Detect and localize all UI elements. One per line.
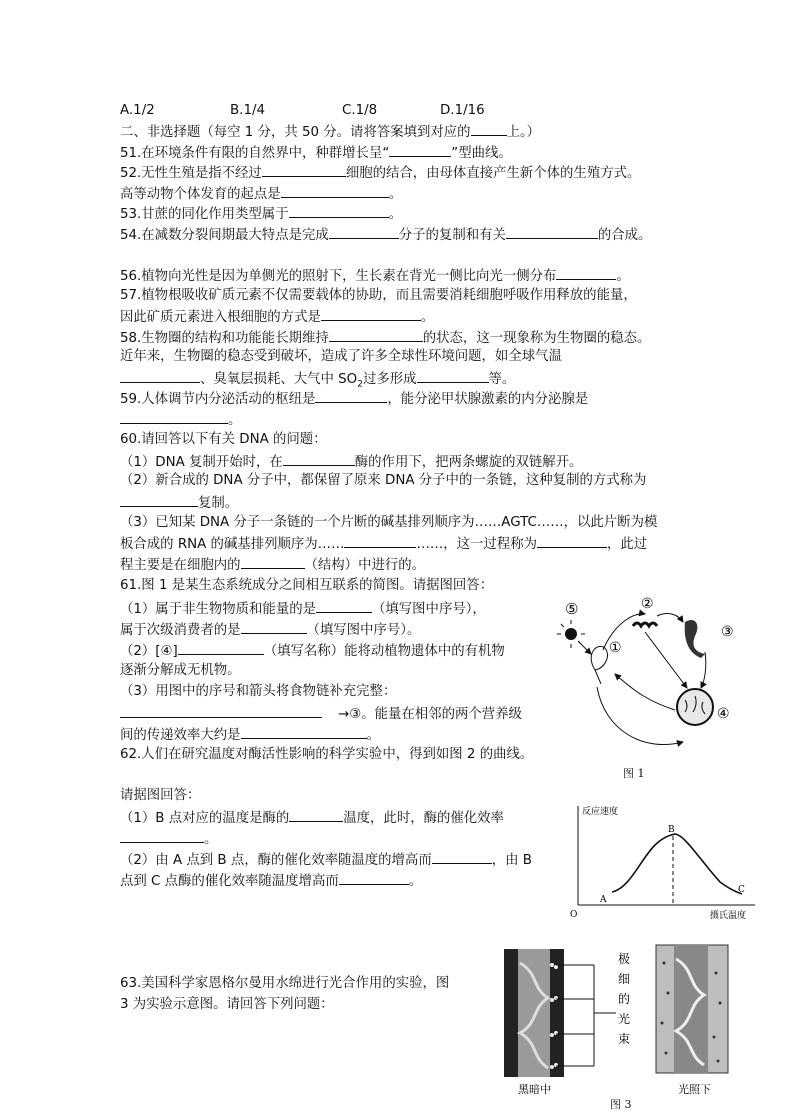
beam-char: 束 — [618, 1032, 631, 1046]
question-60-part3: （3）已知某 DNA 分子一条链的一个片断的碱基排列顺序为……AGTC……，以此片断为模 — [120, 515, 658, 530]
answer-blank[interactable] — [329, 224, 399, 239]
answer-blank[interactable] — [120, 409, 228, 424]
question-62-part2: （2）由 A 点到 B 点，酶的催化效率随温度的增高而 ，由 B — [120, 849, 532, 871]
question-51: 51.在环境条件有限的自然界中，种群增长呈“ ”型曲线。 — [120, 142, 512, 164]
figure-1-ecosystem — [545, 592, 755, 762]
light-caption: 光照下 — [678, 1083, 711, 1096]
figure-3-caption: 图 3 — [610, 1098, 632, 1111]
choice-options — [120, 101, 485, 121]
answer-blank[interactable] — [506, 224, 598, 239]
point-a-label: A — [600, 895, 607, 905]
question-61-title: 61.图 1 是某生态系统成分之间相互联系的简图。请据图回答： — [120, 578, 494, 593]
label-5: ⑤ — [565, 600, 579, 618]
answer-blank[interactable] — [556, 265, 616, 280]
point-c-label: C — [738, 885, 745, 895]
answer-blank[interactable] — [283, 451, 355, 466]
answer-blank[interactable] — [289, 807, 343, 822]
question-59-line2: 。 — [120, 409, 241, 431]
answer-blank[interactable] — [120, 828, 204, 843]
x-axis-label: 摄氏温度 — [710, 911, 747, 921]
answer-blank[interactable] — [241, 724, 367, 739]
question-59: 59.人体调节内分泌活动的枢纽是 ，能分泌甲状腺激素的内分泌腺是 — [120, 388, 588, 410]
question-61-part3-line2: →③。能量在相邻的两个营养级 — [120, 703, 522, 725]
answer-blank[interactable] — [315, 388, 387, 403]
answer-blank[interactable] — [262, 162, 346, 177]
answer-blank[interactable] — [289, 203, 389, 218]
question-53: 53.甘蔗的同化作用类型属于 。 — [120, 203, 402, 225]
answer-blank[interactable] — [329, 327, 423, 342]
question-62-part2-line2: 点到 C 点酶的催化效率随温度增高而 。 — [120, 870, 422, 892]
question-52-line2: 高等动物个体发育的起点是 。 — [120, 183, 402, 205]
question-58-line2: 近年来，生物圈的稳态受到破坏，造成了许多全球性环境问题，如全球气温 — [120, 349, 562, 364]
question-56: 56.植物向光性是因为单侧光的照射下，生长素在背光一侧比向光一侧分布 。 — [120, 265, 630, 287]
origin-label: O — [570, 910, 578, 920]
answer-blank[interactable] — [241, 554, 305, 569]
option-a: A.1/2 — [120, 103, 155, 118]
question-62-part1: （1）B 点对应的温度是酶的 温度，此时，酶的催化效率 — [120, 807, 504, 829]
bird-icon — [685, 620, 705, 658]
question-52: 52.无性生殖是指不经过 细胞的结合，由母体直接产生新个体的生殖方式。 — [120, 162, 640, 184]
label-4: ④ — [717, 706, 730, 722]
question-61-part3-line3: 间的传递效率大约是 。 — [120, 724, 380, 746]
beam-char: 的 — [618, 992, 631, 1006]
answer-blank[interactable] — [321, 306, 421, 321]
question-58-line3: 、臭氧层损耗、大气中 $SO_2$过多形成 等。 — [120, 368, 515, 395]
figure-2-chart — [560, 800, 760, 922]
dark-caption: 黑暗中 — [518, 1083, 551, 1096]
section-2-title: 二、非选择题（每空 1 分，共 50 分。请将答案填到对应的 上。） — [120, 121, 540, 143]
beam-char: 细 — [618, 972, 631, 986]
point-b-label: B — [668, 825, 675, 835]
question-62-title: 62.人们在研究温度对酶活性影响的科学实验中，得到如图 2 的曲线。 — [120, 747, 534, 762]
question-61-part2: （2）[④] （填写名称）能将动植物遗体中的有机物 — [120, 640, 505, 662]
label-1: ① — [609, 640, 622, 656]
question-54: 54.在减数分裂间期最大特点是完成 分子的复制和有关 的合成。 — [120, 224, 651, 246]
option-c: C.1/8 — [342, 103, 378, 118]
y-axis-label: 反应速度 — [582, 807, 619, 817]
beam-char: 光 — [618, 1012, 631, 1026]
answer-blank[interactable] — [120, 492, 198, 507]
question-60-part2: （2）新合成的 DNA 分子中，都保留了原来 DNA 分子中的一条链，这种复制的方式称为 — [120, 473, 647, 488]
answer-blank[interactable] — [389, 142, 451, 157]
answer-blank[interactable] — [339, 870, 409, 885]
question-57-line2: 因此矿质元素进入根细胞的方式是 。 — [120, 306, 434, 328]
light-panel — [656, 945, 728, 1073]
question-63-line2: 3 为实验示意图。请回答下列问题： — [120, 997, 334, 1012]
answer-blank[interactable] — [344, 533, 416, 548]
figure-1-caption: 图 1 — [623, 767, 645, 780]
label-3: ③ — [721, 624, 734, 640]
answer-blank[interactable] — [178, 640, 264, 655]
question-61-part1: （1）属于非生物物质和能量的是 （填写图中序号）， — [120, 598, 486, 620]
question-60-part3-line2: 板合成的 RNA 的碱基排列顺序为…… ……，这一过程称为 ，此过 — [120, 533, 647, 555]
question-62-prompt: 请据图回答： — [120, 788, 201, 803]
caterpillar-icon — [633, 623, 657, 626]
answer-blank[interactable] — [316, 598, 372, 613]
option-b: B.1/4 — [230, 103, 265, 118]
answer-blank[interactable] — [120, 368, 200, 383]
question-57: 57.植物根吸收矿质元素不仅需要载体的协助，而且需要消耗细胞呼吸作用释放的能量， — [120, 288, 637, 303]
answer-blank[interactable] — [281, 183, 389, 198]
answer-blank[interactable] — [241, 619, 307, 634]
question-58: 58.生物圈的结构和功能能长期维持 的状态，这一现象称为生物圈的稳态。 — [120, 327, 650, 349]
question-63: 63.美国科学家恩格尔曼用水绵进行光合作用的实验，图 — [120, 976, 450, 991]
question-62-part1-line2: 。 — [120, 828, 217, 850]
plant-leaf-icon — [591, 646, 607, 670]
figure-3-experiment — [498, 943, 738, 1109]
question-60-part3-line3: 程主要是在细胞内的 （结构）中进行的。 — [120, 554, 425, 576]
question-60-title: 60.请回答以下有关 DNA 的问题： — [120, 432, 327, 447]
question-60-part2-line2: 复制。 — [120, 492, 238, 514]
answer-blank[interactable] — [417, 368, 489, 383]
answer-blank[interactable] — [537, 533, 607, 548]
question-61-part1-line2: 属于次级消费者的是 （填写图中序号）。 — [120, 619, 420, 641]
enzyme-curve — [612, 834, 742, 894]
question-61-part3: （3）用图中的序号和箭头将食物链补充完整： — [120, 684, 397, 699]
dark-panel — [504, 949, 564, 1077]
beam-char: 极 — [618, 952, 631, 966]
question-60-part1: （1）DNA 复制开始时，在 酶的作用下，把两条螺旋的双链解开。 — [120, 451, 582, 473]
answer-blank[interactable] — [432, 849, 492, 864]
answer-blank[interactable] — [120, 703, 322, 718]
question-61-part2-line2: 逐渐分解成无机物。 — [120, 663, 241, 678]
label-2: ② — [641, 596, 654, 612]
option-d: D.1/16 — [440, 103, 485, 118]
